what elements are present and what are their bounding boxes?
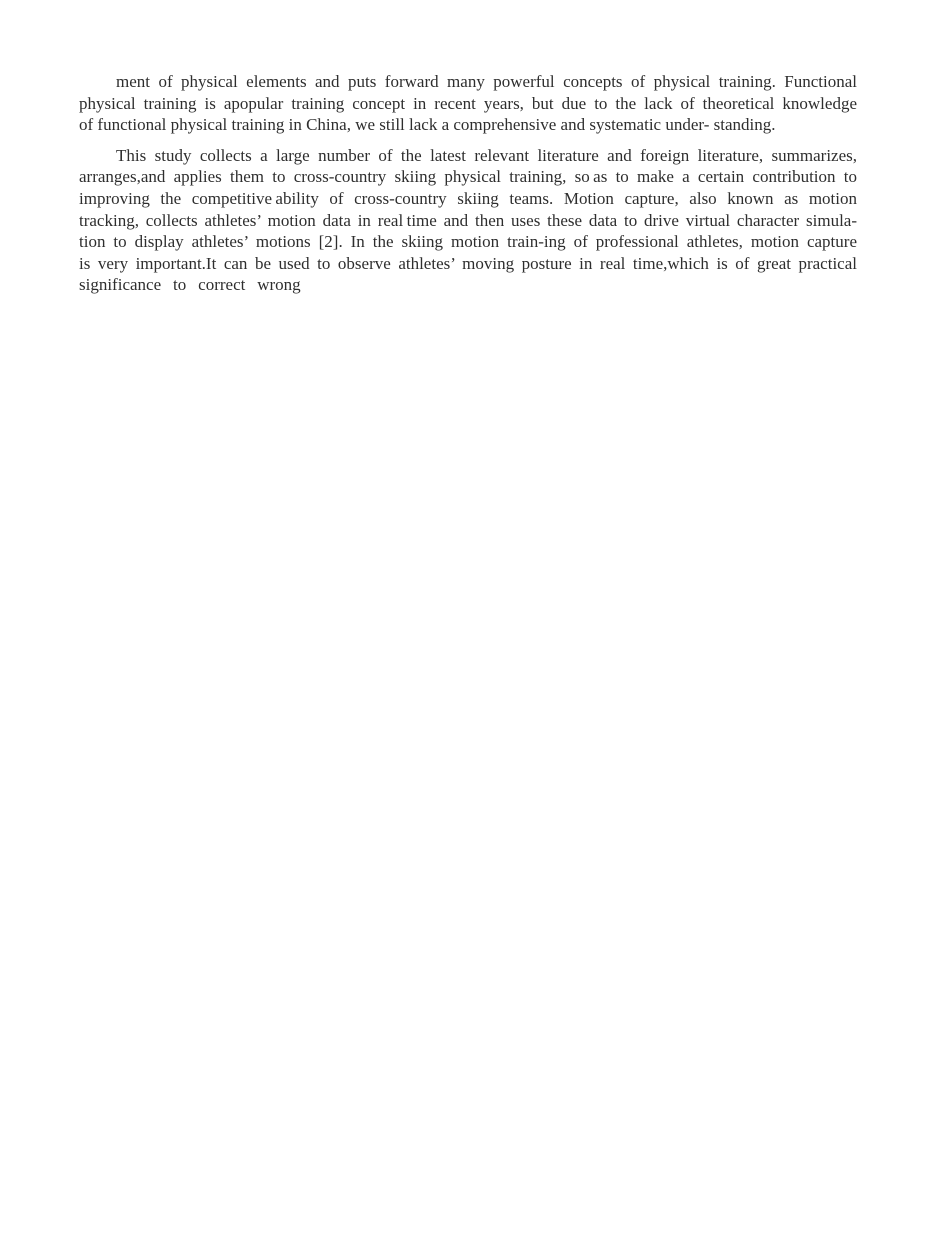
text-line: of functional physical training in China, we still lack a comprehensive and systematic under- standing. bbox=[79, 115, 776, 135]
paragraph bbox=[79, 145, 857, 296]
text-line: significance to correct wrong bbox=[79, 275, 301, 295]
text-line: tracking, collects athletes’ motion data in real time and then uses these data to drive virtual character simula- bbox=[79, 210, 857, 230]
text-line: physical training is apopular training concept in recent years, but due to the lack of theoretical knowledge bbox=[79, 93, 857, 113]
text-line: ment of physical elements and puts forward many powerful concepts of physical training. Functional bbox=[116, 72, 857, 91]
text-line: is very important.It can be used to observe athletes’ moving posture in real time,which is of great practical bbox=[79, 253, 857, 273]
text-line: tion to display athletes’ motions [2]. In the skiing motion train-ing of professional athletes, motion capture bbox=[79, 232, 857, 252]
text-line: arranges,and applies them to cross-country skiing physical training, so as to make a certain contribution to bbox=[79, 167, 857, 187]
paragraph bbox=[79, 71, 857, 136]
document-body bbox=[79, 71, 857, 305]
text-line: This study collects a large number of the latest relevant literature and foreign literature, summarizes, bbox=[116, 145, 857, 165]
text-line: improving the competitive ability of cross-country skiing teams. Motion capture, also known as motion bbox=[79, 188, 857, 208]
